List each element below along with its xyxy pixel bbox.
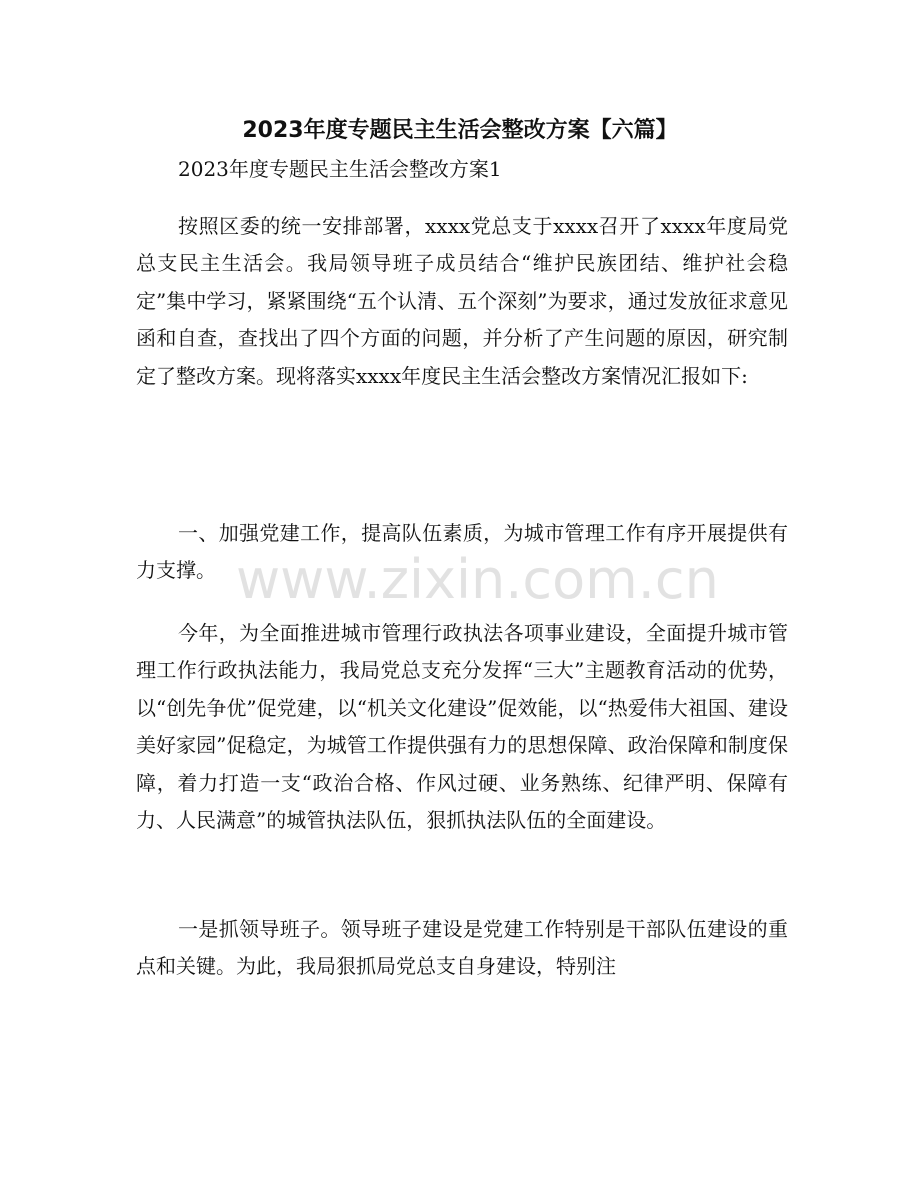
paragraph-section-one-heading: 一、加强党建工作，提高队伍素质，为城市管理工作有序开展提供有力支撑。 (136, 521, 788, 583)
paragraph-party-building: 今年，为全面推进城市管理行政执法各项事业建设，全面提升城市管理工作行政执法能力，我局党总支充分发挥“三大”主题教育活动的优势，以“创先争优”促党建，以“机关文化建设”促效能，以“热爱伟大祖国、建设美好家园”促稳定，为城管工作提供强有力的思想保障、政治保障和制度保障，着力打造一支“政治合格、作风过硬、业务熟练、纪律严明、保障有力、人民满意”的城管执法队伍，狠抓执法队伍的全面建设。 (136, 621, 788, 833)
document-title: 2023年度专题民主生活会整改方案【六篇】 (242, 118, 678, 143)
watermark: www.zixin.com.cn (236, 548, 719, 611)
paragraph-intro: 按照区委的统一安排部署，xxxx党总支于xxxx召开了xxxx年度局党总支民主生活会。我局领导班子成员结合“维护民族团结、维护社会稳定”集中学习，紧紧围绕“五个认清、五个深刻”为要求，通过发放征求意见函和自查，查找出了四个方面的问题，并分析了产生问题的原因，研究制定了整改方案。现将落实xxxx年度民主生活会整改方案情况汇报如下: (136, 214, 788, 388)
section-subtitle: 2023年度专题民主生活会整改方案1 (178, 157, 502, 181)
paragraph-leadership: 一是抓领导班子。领导班子建设是党建工作特别是干部队伍建设的重点和关键。为此，我局狠抓局党总支自身建设，特别注 (136, 917, 788, 979)
